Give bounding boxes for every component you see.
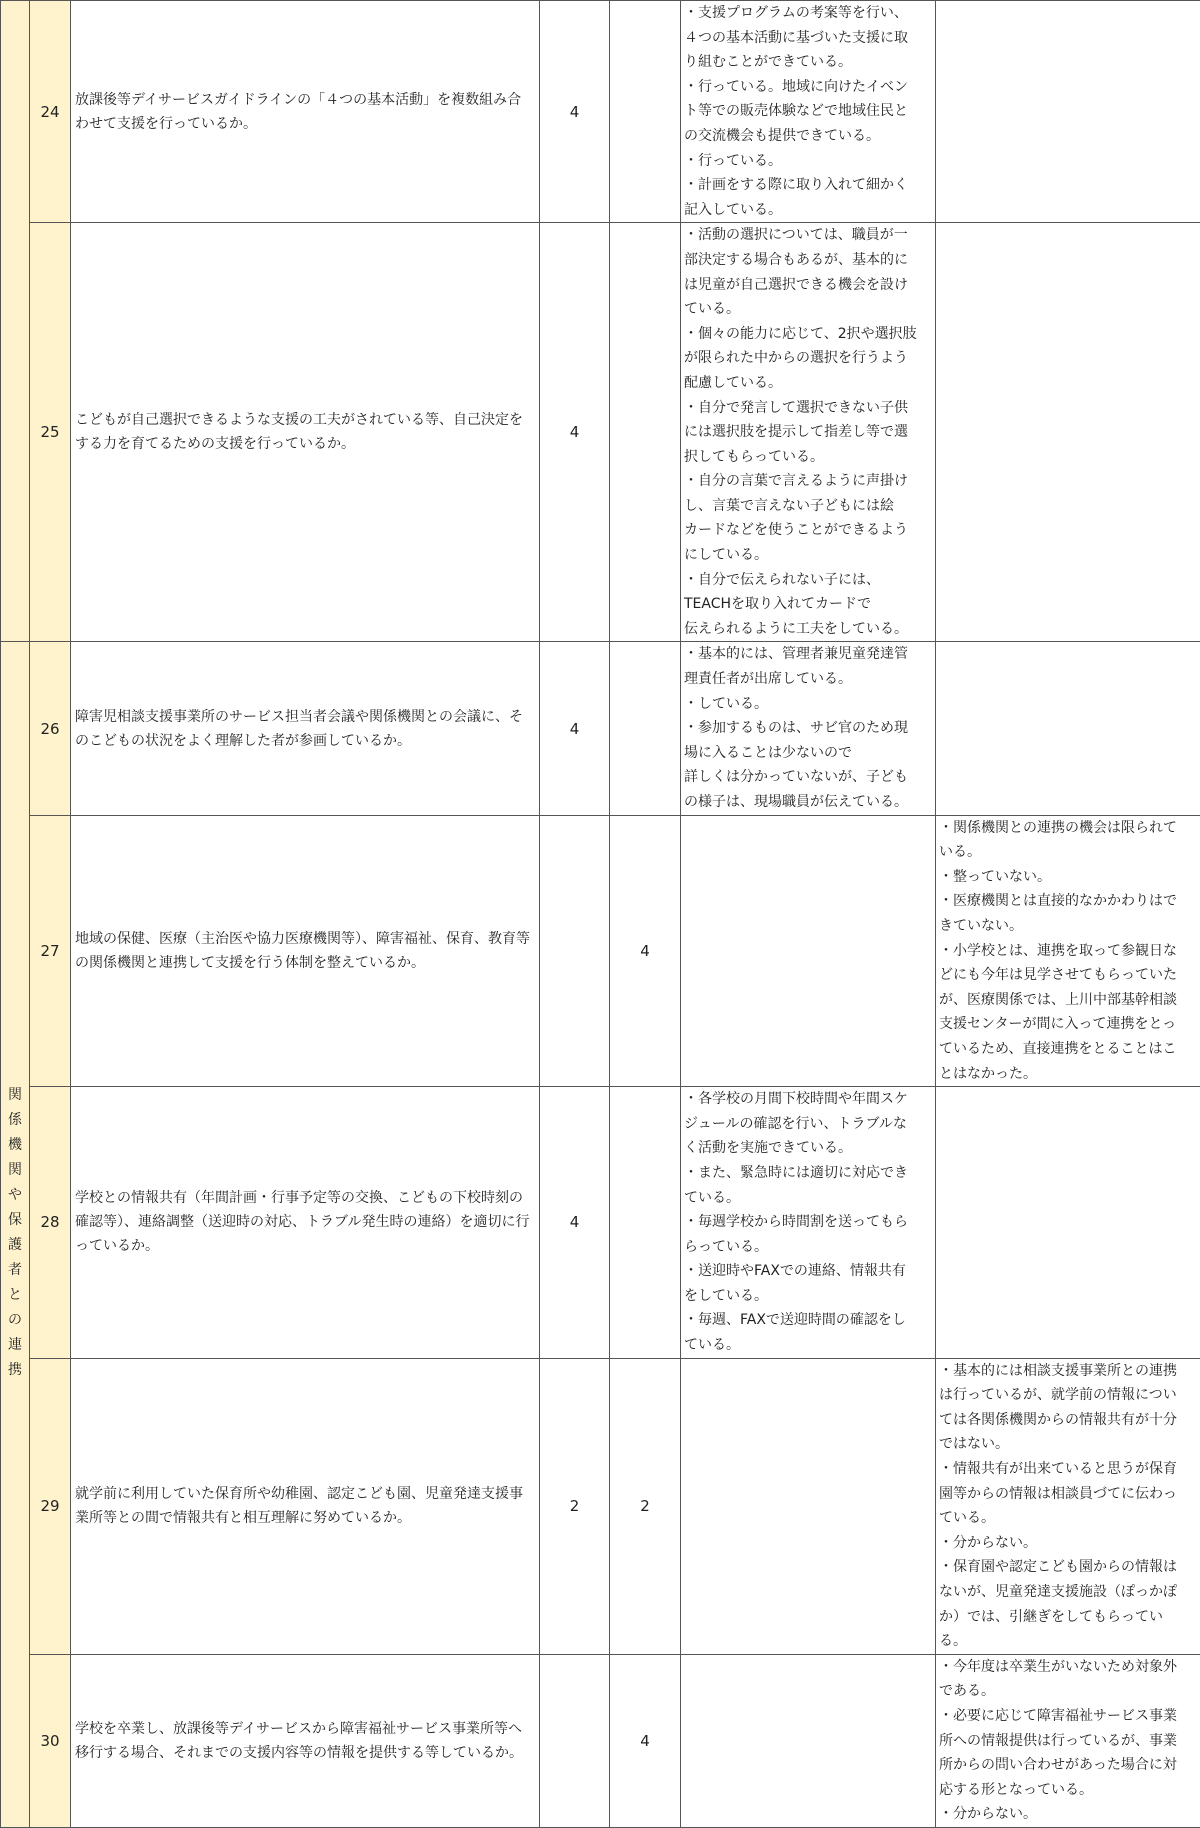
comment-line: には選択肢を提示して指差し等で選 xyxy=(684,420,932,445)
category-char: と xyxy=(8,1283,22,1308)
category-char: 護 xyxy=(8,1233,22,1258)
comment-line: ジュールの確認を行い、トラブルな xyxy=(684,1112,932,1137)
table-row xyxy=(1,1358,1200,1654)
question-text: 地域の保健、医療（主治医や協力医療機関等）、障害福祉、保育、教育等の関係機関と連携して支援を行う体制を整えているか。 xyxy=(71,815,540,1087)
comment-line: ・毎週、FAXで送迎時間の確認をし xyxy=(684,1308,932,1333)
comment-no xyxy=(936,1,1200,223)
comment-yes xyxy=(681,642,936,815)
comment-lines xyxy=(684,1087,932,1358)
no-count xyxy=(610,1087,681,1359)
comment-lines xyxy=(939,1655,1197,1827)
comment-no xyxy=(936,1358,1200,1654)
comment-line: し、言葉で言えない子どもには絵 xyxy=(684,494,932,519)
comment-line: ではない。 xyxy=(939,1432,1197,1457)
comment-line: ている。 xyxy=(939,1506,1197,1531)
comment-line: の様子は、現場職員が伝えている。 xyxy=(684,790,932,815)
comment-line: ・行っている。 xyxy=(684,149,932,174)
table-row xyxy=(1,223,1200,642)
comment-line: ・各学校の月間下校時間や年間スケ xyxy=(684,1087,932,1112)
comment-line: ているため、直接連携をとることはこ xyxy=(939,1037,1197,1062)
comment-line: ・分からない。 xyxy=(939,1531,1197,1556)
comment-line: 択してもらっている。 xyxy=(684,445,932,470)
table-row xyxy=(1,1654,1200,1827)
yes-count: 2 xyxy=(540,1358,610,1654)
comment-no xyxy=(936,1087,1200,1359)
comment-line: は行っているが、就学前の情報につい xyxy=(939,1383,1197,1408)
comment-no xyxy=(936,223,1200,642)
comment-line: 記入している。 xyxy=(684,198,932,223)
comment-line: は児童が自己選択できる機会を設け xyxy=(684,273,932,298)
comment-yes xyxy=(681,223,936,642)
comment-line: ・また、緊急時には適切に対応でき xyxy=(684,1161,932,1186)
comment-line: どにも今年は見学させてもらっていた xyxy=(939,963,1197,988)
row-number: 26 xyxy=(30,642,71,815)
comment-line: ・基本的には相談支援事業所との連携 xyxy=(939,1359,1197,1384)
comment-yes xyxy=(681,815,936,1087)
no-count: 4 xyxy=(610,1654,681,1827)
no-count: 4 xyxy=(610,815,681,1087)
comment-line: らっている。 xyxy=(684,1235,932,1260)
comment-line: ・毎週学校から時間割を送ってもら xyxy=(684,1210,932,1235)
comment-line: ・医療機関とは直接的なかかわりはで xyxy=(939,889,1197,914)
comment-line: きていない。 xyxy=(939,914,1197,939)
yes-count: 4 xyxy=(540,1,610,223)
yes-count: 4 xyxy=(540,223,610,642)
yes-count xyxy=(540,1654,610,1827)
row-number: 27 xyxy=(30,815,71,1087)
comment-line: ・今年度は卒業生がいないため対象外 xyxy=(939,1655,1197,1680)
table-row xyxy=(1,815,1200,1087)
comment-line: ・分からない。 xyxy=(939,1802,1197,1827)
comment-line: ・支援プログラムの考案等を行い、 xyxy=(684,1,932,26)
comment-line: く活動を実施できている。 xyxy=(684,1136,932,1161)
category-char: 保 xyxy=(8,1208,22,1233)
comment-line: 場に入ることは少ないので xyxy=(684,741,932,766)
comment-line: とはなかった。 xyxy=(939,1062,1197,1087)
question-text: 障害児相談支援事業所のサービス担当者会議や関係機関との会議に、そのこどもの状況をよく理解した者が参画しているか。 xyxy=(71,642,540,815)
comment-line: 応する形となっている。 xyxy=(939,1778,1197,1803)
comment-line: 部決定する場合もあるが、基本的に xyxy=(684,248,932,273)
comment-yes xyxy=(681,1087,936,1359)
comment-line: ・計画をする際に取り入れて細かく xyxy=(684,173,932,198)
comment-yes xyxy=(681,1358,936,1654)
question-text: 学校を卒業し、放課後等デイサービスから障害福祉サービス事業所等へ移行する場合、それまでの支援内容等の情報を提供する等しているか。 xyxy=(71,1654,540,1827)
category-char: や xyxy=(8,1183,22,1208)
comment-line: 伝えられるように工夫をしている。 xyxy=(684,617,932,642)
comment-line: をしている。 xyxy=(684,1284,932,1309)
comment-line: ・必要に応じて障害福祉サービス事業 xyxy=(939,1704,1197,1729)
comment-line: か）では、引継ぎをしてもらってい xyxy=(939,1605,1197,1630)
comment-lines xyxy=(684,223,932,641)
comment-line: ・個々の能力に応じて、2択や選択肢 xyxy=(684,322,932,347)
comment-line: ・情報共有が出来ていると思うが保育 xyxy=(939,1457,1197,1482)
comment-line: ・関係機関との連携の機会は限られて xyxy=(939,816,1197,841)
category-char: 携 xyxy=(8,1358,22,1383)
question-text: 就学前に利用していた保育所や幼稚園、認定こども園、児童発達支援事業所等との間で情報共有と相互理解に努めているか。 xyxy=(71,1358,540,1654)
category-char: の xyxy=(8,1308,22,1333)
comment-line: ・行っている。地域に向けたイベン xyxy=(684,75,932,100)
comment-yes xyxy=(681,1654,936,1827)
category-char: 関 xyxy=(8,1083,22,1108)
comment-line: ・基本的には、管理者兼児童発達管 xyxy=(684,642,932,667)
comment-line: ている。 xyxy=(684,1333,932,1358)
comment-line: が限られた中からの選択を行うよう xyxy=(684,346,932,371)
comment-lines xyxy=(684,642,932,814)
comment-line: カードなどを使うことができるよう xyxy=(684,518,932,543)
comment-line: の交流機会も提供できている。 xyxy=(684,124,932,149)
comment-line: ・参加するものは、サビ官のため現 xyxy=(684,716,932,741)
comment-line: ト等での販売体験などで地域住民と xyxy=(684,99,932,124)
comment-line: ・している。 xyxy=(684,692,932,717)
row-number: 28 xyxy=(30,1087,71,1359)
question-text: 学校との情報共有（年間計画・行事予定等の交換、こどもの下校時刻の確認等）、連絡調整（送迎時の対応、トラブル発生時の連絡）を適切に行っているか。 xyxy=(71,1087,540,1359)
comment-line: り組むことができている。 xyxy=(684,50,932,75)
no-count xyxy=(610,1,681,223)
table-row xyxy=(1,642,1200,815)
question-text: 放課後等デイサービスガイドラインの「４つの基本活動」を複数組み合わせて支援を行っているか。 xyxy=(71,1,540,223)
row-number: 30 xyxy=(30,1654,71,1827)
comment-line: 理責任者が出席している。 xyxy=(684,667,932,692)
comment-line: ４つの基本活動に基づいた支援に取 xyxy=(684,26,932,51)
category-char: 係 xyxy=(8,1108,22,1133)
comment-line: TEACHを取り入れてカードで xyxy=(684,592,932,617)
comment-line: ・送迎時やFAXでの連絡、情報共有 xyxy=(684,1259,932,1284)
comment-line: が、医療関係では、上川中部基幹相談 xyxy=(939,988,1197,1013)
comment-no xyxy=(936,642,1200,815)
table-row xyxy=(1,1087,1200,1359)
comment-lines xyxy=(939,816,1197,1087)
yes-count: 4 xyxy=(540,642,610,815)
comment-line: 配慮している。 xyxy=(684,371,932,396)
row-number: 29 xyxy=(30,1358,71,1654)
no-count xyxy=(610,642,681,815)
comment-line: ないが、児童発達支援施設（ぽっかぽ xyxy=(939,1580,1197,1605)
comment-line: いる。 xyxy=(939,840,1197,865)
table-row xyxy=(1,1,1200,223)
row-number: 25 xyxy=(30,223,71,642)
comment-line: ている。 xyxy=(684,297,932,322)
comment-no xyxy=(936,815,1200,1087)
comment-line: ・整っていない。 xyxy=(939,865,1197,890)
category-char: 者 xyxy=(8,1258,22,1283)
question-text: こどもが自己選択できるような支援の工夫がされている等、自己決定をする力を育てるための支援を行っているか。 xyxy=(71,223,540,642)
yes-count xyxy=(540,815,610,1087)
comment-line: ている。 xyxy=(684,1186,932,1211)
comment-lines xyxy=(684,1,932,222)
comment-line: にしている。 xyxy=(684,543,932,568)
category-char: 連 xyxy=(8,1333,22,1358)
comment-line: ・小学校とは、連携を取って参観日な xyxy=(939,939,1197,964)
comment-line: である。 xyxy=(939,1679,1197,1704)
category-label xyxy=(1,642,30,1828)
comment-line: 所からの問い合わせがあった場合に対 xyxy=(939,1753,1197,1778)
comment-line: ・自分で発言して選択できない子供 xyxy=(684,396,932,421)
comment-line: ては各関係機関からの情報共有が十分 xyxy=(939,1408,1197,1433)
no-count: 2 xyxy=(610,1358,681,1654)
comment-no xyxy=(936,1654,1200,1827)
comment-line: ・自分の言葉で言えるように声掛け xyxy=(684,469,932,494)
comment-yes xyxy=(681,1,936,223)
comment-line: 所への情報提供は行っているが、事業 xyxy=(939,1729,1197,1754)
comment-line: 詳しくは分かっていないが、子ども xyxy=(684,765,932,790)
row-number: 24 xyxy=(30,1,71,223)
comment-line: ・保育園や認定こども園からの情報は xyxy=(939,1555,1197,1580)
yes-count: 4 xyxy=(540,1087,610,1359)
comment-line: 支援センターが間に入って連携をとっ xyxy=(939,1012,1197,1037)
comment-line: 園等からの情報は相談員づてに伝わっ xyxy=(939,1482,1197,1507)
category-char: 関 xyxy=(8,1158,22,1183)
no-count xyxy=(610,223,681,642)
category-label-vertical xyxy=(1,1083,29,1387)
category-char: 機 xyxy=(8,1133,22,1158)
comment-line: る。 xyxy=(939,1629,1197,1654)
comment-lines xyxy=(939,1359,1197,1654)
comment-line: ・活動の選択については、職員が一 xyxy=(684,223,932,248)
category-cell-prev xyxy=(1,1,30,642)
comment-line: ・自分で伝えられない子には、 xyxy=(684,568,932,593)
